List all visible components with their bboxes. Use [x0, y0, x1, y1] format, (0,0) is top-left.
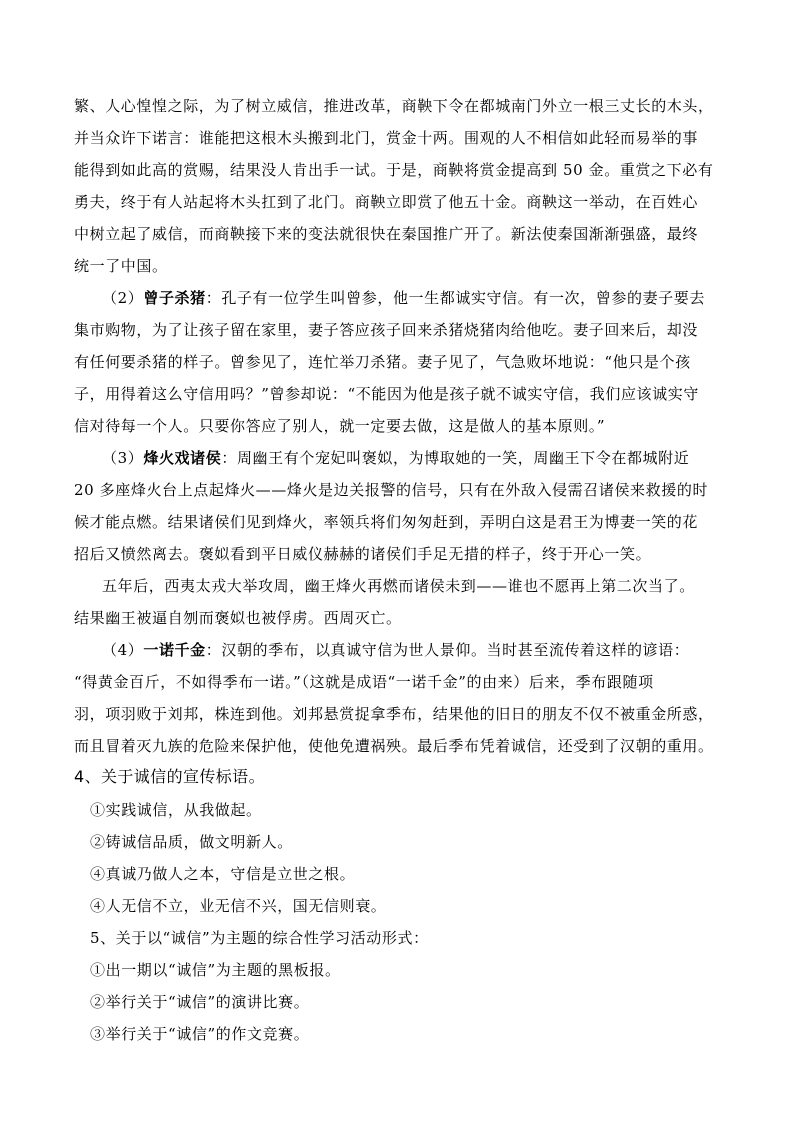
slogan-item: ④真诚乃做人之本，守信是立世之根。 [90, 865, 356, 883]
paragraph-line: 羽，项羽败于刘邦，株连到他。刘邦悬赏捉拿季布，结果他的旧日的朋友不仅不被重金所惑， [74, 705, 714, 723]
section-5-heading: 5、关于以“诚信”为主题的综合性学习活动形式： [90, 929, 429, 947]
story-2-first-line [102, 288, 705, 308]
paragraph-line: 而且冒着灭九族的危险来保护他，使他免遭祸殃。最后季布凭着诚信，还受到了汉朝的重用。 [74, 737, 714, 755]
activity-item: ②举行关于“诚信”的演讲比赛。 [90, 993, 310, 1011]
paragraph-line: 信对待每一个人。只要你答应了别人，就一定要去做，这是做人的基本原则。” [74, 417, 606, 435]
paragraph-line: 候才能点燃。结果诸侯们见到烽火，率领兵将们匆匆赶到，弄明白这是君王为博妻一笑的花 [74, 513, 699, 531]
story-3-title: 烽火戏诸侯 [143, 449, 222, 467]
paragraph-line: 有任何要杀猪的样子。曾参见了，连忙举刀杀猪。妻子见了，气急败坏地说：“他只是个孩 [74, 353, 691, 371]
paragraph-line: 勇夫，终于有人站起将木头扛到了北门。商鞅立即赏了他五十金。商鞅这一举动，在百姓心 [74, 193, 699, 211]
section-4-heading: 4、关于诚信的宣传标语。 [74, 767, 265, 786]
paragraph-line: 结果幽王被逼自刎而褒姒也被俘虏。西周灭亡。 [74, 609, 402, 627]
paragraph-line: 繁、人心惶惶之际，为了树立威信，推进改革，商鞅下令在都城南门外立一根三丈长的木头， [74, 97, 714, 115]
activity-item: ③举行关于“诚信”的作文竞赛。 [90, 1025, 310, 1043]
story-4-first-text: ：汉朝的季布，以真诚守信为世人景仰。当时甚至流传着这样的谚语： [205, 641, 690, 659]
story-2-first-text: ：孔子有一位学生叫曾参，他一生都诚实守信。有一次，曾参的妻子要去 [205, 289, 705, 307]
story-4-first-line [102, 640, 689, 660]
story-3-first-line [102, 448, 689, 468]
story-4-label: （4） [102, 641, 144, 659]
slogan-item: ①实践诚信，从我做起。 [90, 801, 262, 819]
paragraph-line: 五年后，西夷太戎大举攻周，幽王烽火再燃而诸侯未到——谁也不愿再上第二次当了。 [102, 577, 695, 595]
slogan-item: ④人无信不立，业无信不兴，国无信则衰。 [90, 897, 387, 915]
story-3-label: （3） [102, 449, 144, 467]
slogan-item: ②铸诚信品质，做文明新人。 [90, 833, 293, 851]
paragraph-line: 子，用得着这么守信用吗？”曾参却说：“不能因为他是孩子就不诚实守信，我们应该诚实守 [74, 385, 699, 403]
paragraph-line: “得黄金百斤，不如得季布一诺。”（这就是成语“一诺千金”的由来）后来，季布跟随项 [74, 673, 654, 691]
paragraph-line: 20 多座烽火台上点起烽火——烽火是边关报警的信号，只有在外敌入侵需召诸侯来救援的时 [74, 481, 709, 499]
paragraph-line: 中树立起了威信，而商鞅接下来的变法就很快在秦国推广开了。新法使秦国渐渐强盛，最终 [74, 225, 699, 243]
paragraph-line: 能得到如此高的赏赐，结果没人肯出手一试。于是，商鞅将赏金提高到 50 金。重赏之下必有 [74, 161, 714, 179]
story-2-title: 曾子杀猪 [143, 289, 206, 307]
activity-item: ①出一期以“诚信”为主题的黑板报。 [90, 961, 341, 979]
paragraph-line: 招后又愤然离去。褒姒看到平日威仪赫赫的诸侯们手足无措的样子，终于开心一笑。 [74, 545, 652, 563]
paragraph-line: 并当众许下诺言：谁能把这根木头搬到北门，赏金十两。围观的人不相信如此轻而易举的事 [74, 129, 699, 147]
story-2-label: （2） [102, 289, 144, 307]
story-4-title: 一诺千金 [143, 641, 206, 659]
paragraph-line: 统一了中国。 [74, 257, 168, 275]
story-3-first-text: ：周幽王有个宠妃叫褒姒，为博取她的一笑，周幽王下令在都城附近 [221, 449, 690, 467]
paragraph-line: 集市购物，为了让孩子留在家里，妻子答应孩子回来杀猪烧猪肉给他吃。妻子回来后，却没 [74, 321, 699, 339]
